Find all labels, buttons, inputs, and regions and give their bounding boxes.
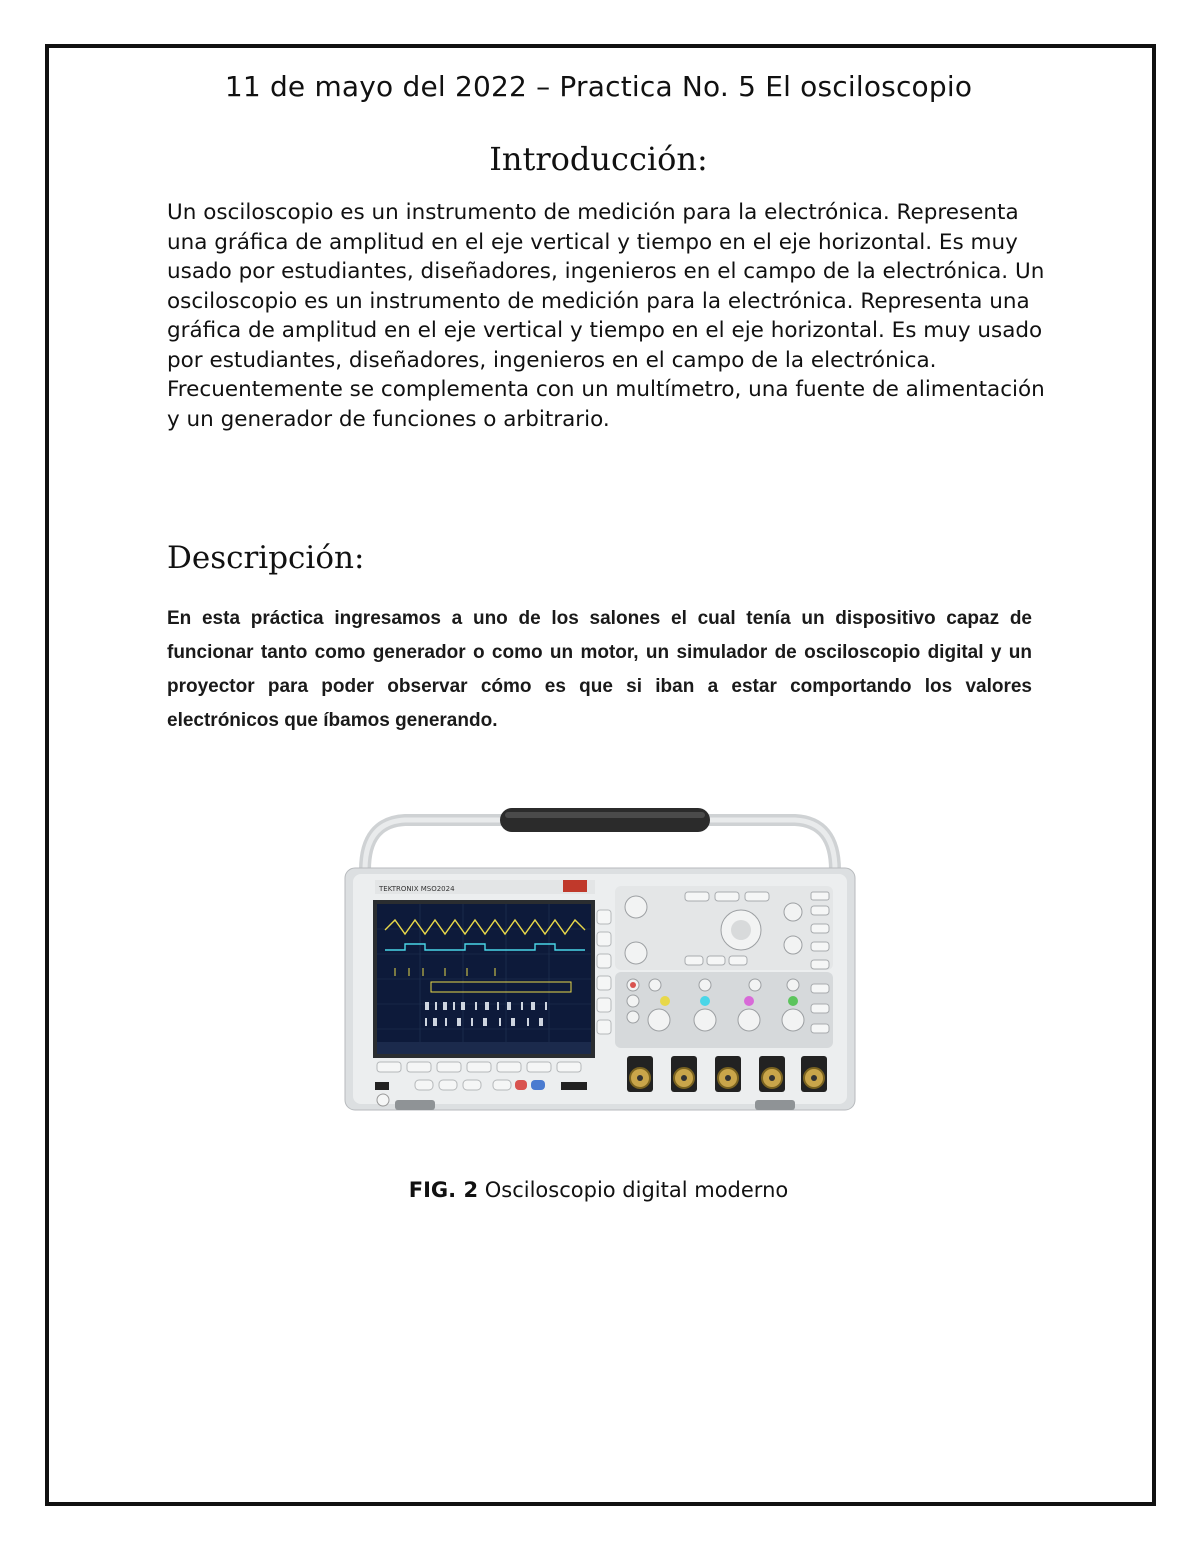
brand-label: TEKTRONIX MSO2024 bbox=[379, 885, 455, 893]
figure-caption-label: FIG. 2 bbox=[408, 1178, 479, 1202]
descripcion-heading: Descripción: bbox=[167, 540, 365, 576]
page-title: 11 de mayo del 2022 – Practica No. 5 El osciloscopio bbox=[224, 70, 973, 103]
figure-caption-text: Osciloscopio digital moderno bbox=[484, 1178, 789, 1202]
introduccion-paragraph: Un osciloscopio es un instrumento de medición para la electrónica. Representa una gráfica de amplitud en el eje vertical y tiempo en el eje horizontal. Es muy usado por estudiantes, diseñadores, ingenieros en el campo de la electrónica. Un osciloscopio es un instrumento de medición para la electrónica. Representa una gráfica de amplitud en el eje vertical y tiempo en el eje horizontal. Es muy usado por estudiantes, diseñadores, ingenieros en el campo de la electrónica. Frecuentemente se complementa con un multímetro, una fuente de alimentación y un generador de funciones o arbitrario. bbox=[167, 200, 1045, 432]
introduccion-heading: Introducción: bbox=[489, 140, 708, 178]
descripcion-paragraph: En esta práctica ingresamos a uno de los salones el cual tenía un dispositivo capaz de funcionar tanto como generador o como un motor, un simulador de osciloscopio digital y un proyector para poder observar cómo es que si iban a estar comportando los valores electrónicos que íbamos generando. bbox=[167, 608, 1032, 731]
oscilloscope-image bbox=[335, 800, 865, 1120]
figure-caption bbox=[45, 1178, 1152, 1202]
